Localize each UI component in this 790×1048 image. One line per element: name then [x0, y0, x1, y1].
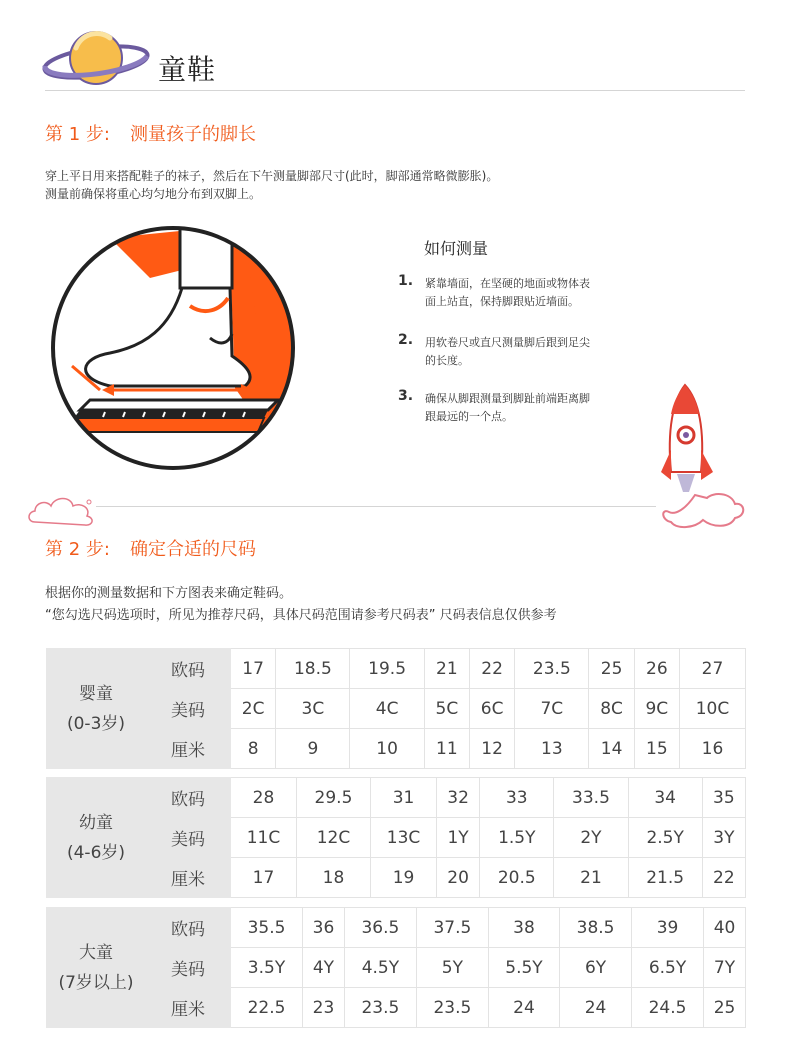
size-cell: 8C [589, 689, 634, 729]
size-cell: 36 [302, 908, 344, 948]
page-title: 童鞋 [158, 53, 217, 86]
table-row [47, 858, 746, 898]
size-cell: 37.5 [416, 908, 488, 948]
size-cell: 24 [560, 988, 632, 1028]
howto-step-2 [398, 332, 608, 372]
group-label-cell [47, 908, 146, 1028]
size-cell: 8 [231, 729, 276, 769]
howto-step-3 [398, 388, 608, 428]
size-cell: 5Y [416, 948, 488, 988]
size-cell: 35.5 [231, 908, 303, 948]
size-cell: 38.5 [560, 908, 632, 948]
size-cell: 22.5 [231, 988, 303, 1028]
step2-desc-line1: 根据你的测量数据和下方图表来确定鞋码。 [45, 586, 293, 601]
size-cell: 33 [480, 778, 554, 818]
size-cell: 9 [276, 729, 350, 769]
table-row [47, 689, 746, 729]
section-divider [96, 506, 656, 507]
size-cell: 11 [424, 729, 469, 769]
table-row [47, 729, 746, 769]
size-cell: 2.5Y [628, 818, 702, 858]
size-cell: 4.5Y [344, 948, 416, 988]
step2-title: 确定合适的尺码 [129, 539, 256, 560]
size-cell: 20 [436, 858, 479, 898]
row-label: 厘米 [146, 729, 231, 769]
size-cell: 24.5 [632, 988, 704, 1028]
size-cell: 16 [679, 729, 745, 769]
size-cell: 4C [350, 689, 424, 729]
step1-desc-line2: 测量前确保将重心均匀地分布到双脚上。 [45, 187, 262, 201]
howto-step-text: 确保从脚跟测量到脚趾前端距离脚跟最远的一个点。 [425, 392, 590, 423]
size-cell: 18 [296, 858, 370, 898]
howto-step-text: 紧靠墙面，在坚硬的地面或物体表面上站直，保持脚跟贴近墙面。 [425, 277, 590, 308]
size-cell: 27 [679, 649, 745, 689]
row-label: 美码 [146, 689, 231, 729]
size-cell: 17 [231, 858, 297, 898]
size-cell: 15 [634, 729, 679, 769]
size-cell: 36.5 [344, 908, 416, 948]
row-label: 美码 [146, 818, 231, 858]
size-cell: 21 [424, 649, 469, 689]
size-cell: 23.5 [515, 649, 589, 689]
size-cell: 35 [702, 778, 745, 818]
size-cell: 23.5 [344, 988, 416, 1028]
howto-step-1 [398, 273, 608, 329]
size-cell: 3.5Y [231, 948, 303, 988]
size-cell: 23 [302, 988, 344, 1028]
group-name: 幼童 [79, 812, 113, 833]
table-row [47, 778, 746, 818]
row-label: 欧码 [146, 778, 231, 818]
group-age: (7岁以上) [58, 972, 134, 993]
row-label: 欧码 [146, 908, 231, 948]
size-cell: 5.5Y [488, 948, 559, 988]
size-cell: 21 [554, 858, 628, 898]
howto-step-text: 用软卷尺或直尺测量脚后跟到足尖的长度。 [425, 336, 590, 367]
size-table-toddler [46, 777, 746, 898]
size-cell: 12 [469, 729, 514, 769]
size-cell: 9C [634, 689, 679, 729]
size-cell: 10C [679, 689, 745, 729]
size-table-child [46, 907, 746, 1028]
table-row [47, 948, 746, 988]
size-cell: 34 [628, 778, 702, 818]
size-cell: 3C [276, 689, 350, 729]
step1-description [45, 167, 498, 203]
size-cell: 12C [296, 818, 370, 858]
size-cell: 13C [371, 818, 437, 858]
size-cell: 18.5 [276, 649, 350, 689]
planet-icon [40, 26, 155, 90]
group-name: 婴童 [79, 683, 113, 704]
size-cell: 25 [704, 988, 746, 1028]
size-table-infant [46, 648, 746, 769]
size-cell: 7C [515, 689, 589, 729]
table-row [47, 988, 746, 1028]
size-cell: 19 [371, 858, 437, 898]
size-cell: 5C [424, 689, 469, 729]
howto-title: 如何测量 [424, 239, 489, 258]
size-cell: 1Y [436, 818, 479, 858]
size-cell: 19.5 [350, 649, 424, 689]
size-cell: 7Y [704, 948, 746, 988]
step2-number: 第 2 步: [45, 539, 110, 560]
table-row [47, 649, 746, 689]
group-label-cell [47, 649, 146, 769]
size-cell: 31 [371, 778, 437, 818]
size-cell: 6Y [560, 948, 632, 988]
size-cell: 28 [231, 778, 297, 818]
size-cell: 23.5 [416, 988, 488, 1028]
step2-description [45, 583, 557, 627]
size-cell: 4Y [302, 948, 344, 988]
howto-step-number: 3. [398, 388, 414, 404]
size-cell: 10 [350, 729, 424, 769]
step2-desc-line2: “您勾选尺码选项时，所见为推荐尺码，具体尺码范围请参考尺码表” 尺码表信息仅供参考 [45, 608, 557, 623]
size-cell: 22 [469, 649, 514, 689]
size-cell: 2C [231, 689, 276, 729]
group-age: (4-6岁) [66, 842, 126, 863]
rocket-icon [655, 380, 750, 530]
size-cell: 29.5 [296, 778, 370, 818]
step1-title: 测量孩子的脚长 [129, 124, 256, 145]
size-cell: 21.5 [628, 858, 702, 898]
row-label: 厘米 [146, 988, 231, 1028]
size-cell: 1.5Y [480, 818, 554, 858]
size-cell: 2Y [554, 818, 628, 858]
size-cell: 25 [589, 649, 634, 689]
size-cell: 6.5Y [632, 948, 704, 988]
row-label: 美码 [146, 948, 231, 988]
header-divider [45, 90, 745, 91]
size-cell: 33.5 [554, 778, 628, 818]
group-name: 大童 [79, 942, 113, 963]
group-age: (0-3岁) [66, 713, 126, 734]
row-label: 厘米 [146, 858, 231, 898]
cloud-icon [25, 492, 100, 530]
size-cell: 39 [632, 908, 704, 948]
row-label: 欧码 [146, 649, 231, 689]
size-cell: 13 [515, 729, 589, 769]
step1-number: 第 1 步: [45, 124, 110, 145]
size-cell: 40 [704, 908, 746, 948]
size-cell: 38 [488, 908, 559, 948]
size-cell: 14 [589, 729, 634, 769]
howto-step-number: 2. [398, 332, 414, 348]
size-cell: 24 [488, 988, 559, 1028]
step1-heading [45, 120, 256, 146]
size-cell: 26 [634, 649, 679, 689]
howto-step-number: 1. [398, 273, 414, 289]
size-cell: 17 [231, 649, 276, 689]
step2-heading [45, 535, 256, 561]
size-cell: 32 [436, 778, 479, 818]
table-row [47, 818, 746, 858]
size-cell: 22 [702, 858, 745, 898]
step1-desc-line1: 穿上平日用来搭配鞋子的袜子，然后在下午测量脚部尺寸(此时，脚部通常略微膨胀)。 [45, 169, 499, 183]
size-cell: 6C [469, 689, 514, 729]
size-cell: 3Y [702, 818, 745, 858]
size-cell: 11C [231, 818, 297, 858]
size-cell: 20.5 [480, 858, 554, 898]
table-row [47, 908, 746, 948]
foot-measure-illustration [50, 218, 300, 478]
group-label-cell [47, 778, 146, 898]
